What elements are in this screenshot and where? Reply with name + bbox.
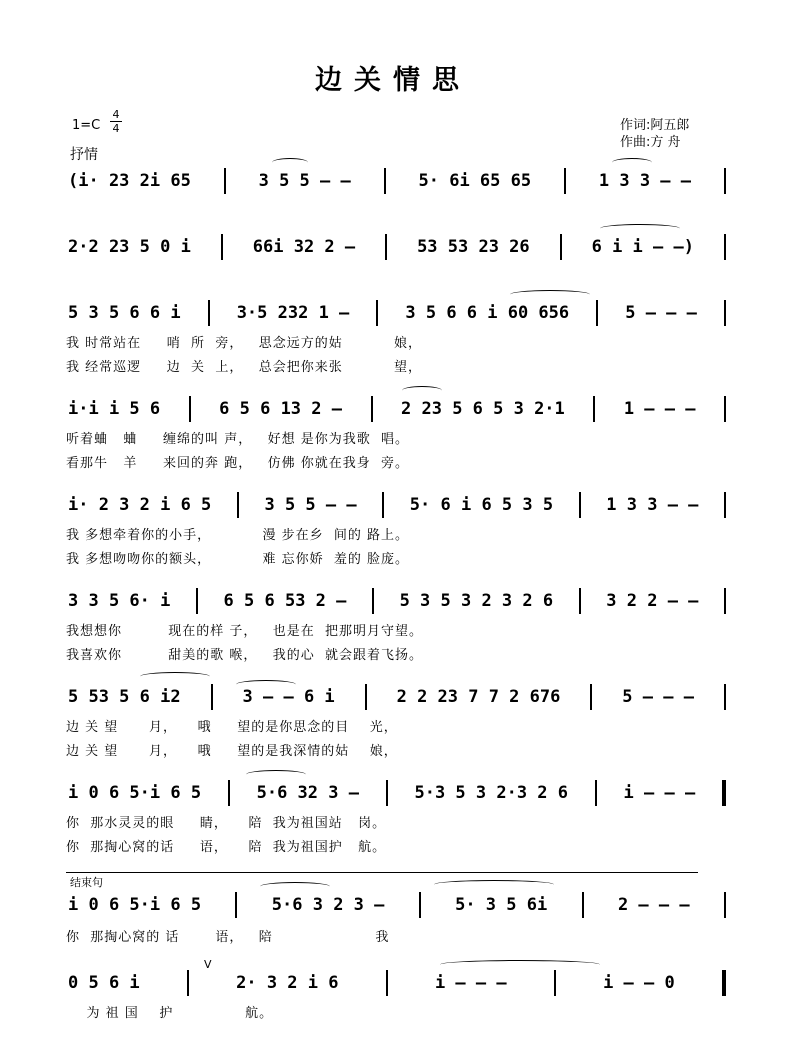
- barline: [582, 892, 584, 918]
- barline: [560, 234, 562, 260]
- measure: i – – –: [434, 973, 507, 993]
- measure: 5 53 5 6 i2: [68, 687, 181, 707]
- time-bottom: 4: [110, 121, 122, 135]
- measure: 0 5 6 i: [68, 973, 140, 993]
- barline: [385, 234, 387, 260]
- lyric-line: 听着蛐 蛐 缠绵的叫 声， 好想 是你为我歌 唱。: [66, 432, 409, 447]
- barline: [228, 780, 230, 806]
- time-top: 4: [112, 108, 120, 121]
- barline: [221, 234, 223, 260]
- barline: [237, 492, 239, 518]
- barline: [384, 168, 386, 194]
- measure: 1 3 3 – –: [598, 171, 692, 191]
- lyric-line: 为 祖 国 护 航。: [66, 1006, 274, 1021]
- measure: 3 5 6 6 i 60 656: [405, 303, 570, 323]
- measure: 2·2 23 5 0 i: [68, 237, 191, 257]
- slur: [246, 770, 306, 779]
- lyric-line: 你 那掏心窝的 话 语， 陪 我: [66, 930, 390, 945]
- barline: [235, 892, 237, 918]
- lyric-line: 边 关 望 月， 哦 望的是你思念的目 光，: [66, 720, 398, 735]
- measure: 2 – – –: [617, 895, 690, 915]
- barline: [724, 168, 726, 194]
- lyric-line: 我想想你 现在的样 子， 也是在 把那明月守望。: [66, 624, 423, 639]
- lyric-line: 你 那水灵灵的眼 睛， 陪 我为祖国站 岗。: [66, 816, 387, 831]
- lyricist-credit: 作词:阿五郎: [620, 118, 690, 133]
- barline: [554, 970, 556, 996]
- measure: 66i 32 2 –: [252, 237, 356, 257]
- slur: [140, 672, 210, 681]
- measure: 6 5 6 13 2 –: [219, 399, 342, 419]
- measure: i· 2 3 2 i 6 5: [68, 495, 212, 515]
- measure: 3 3 5 6· i: [68, 591, 171, 611]
- measure: 3 2 2 – –: [606, 591, 699, 611]
- measure: 2 23 5 6 5 3 2·1: [401, 399, 565, 419]
- barline: [208, 300, 210, 326]
- barline: [372, 588, 374, 614]
- composer-credit: 作曲:方 舟: [620, 135, 681, 150]
- measure: i 0 6 5·i 6 5: [68, 783, 202, 803]
- measure: 5 – – –: [622, 687, 694, 707]
- barline: [579, 492, 581, 518]
- slur: [236, 680, 296, 689]
- barline: [593, 396, 595, 422]
- measure: 3 – – 6 i: [242, 687, 335, 707]
- slur: [600, 224, 680, 233]
- barline: [595, 780, 597, 806]
- barline: [224, 168, 226, 194]
- slur: [510, 290, 590, 299]
- lyric-line: 你 那掏心窝的话 语， 陪 我为祖国护 航。: [66, 840, 387, 855]
- mood-marking: 抒情: [70, 147, 98, 163]
- slur: [260, 882, 330, 891]
- barline: [382, 492, 384, 518]
- barline: [724, 892, 726, 918]
- lyric-line: 我 多想牵着你的小手， 漫 步在乡 间的 路上。: [66, 528, 409, 543]
- measure: 2 2 23 7 7 2 676: [396, 687, 561, 707]
- measure: 5·6 32 3 –: [256, 783, 359, 803]
- barline: [196, 588, 198, 614]
- ending-divider: [66, 872, 698, 873]
- barline: [564, 168, 566, 194]
- measure: i 0 6 5·i 6 5: [68, 895, 202, 915]
- barline: [724, 300, 726, 326]
- measure: i – – –: [623, 783, 696, 803]
- slur: [402, 386, 442, 395]
- measure: 3·5 232 1 –: [236, 303, 350, 323]
- barline: [419, 892, 421, 918]
- lyric-line: 我 时常站在 哨 所 旁， 思念远方的姑 娘，: [66, 336, 423, 351]
- measure: 3 5 5 – –: [264, 495, 357, 515]
- measure: 53 53 23 26: [417, 237, 530, 257]
- lyric-line: 看那牛 羊 来回的奔 跑， 仿佛 你就在我身 旁。: [66, 456, 409, 471]
- barline: [386, 780, 388, 806]
- breath-mark: V: [204, 958, 212, 971]
- measure: 6 i i – –): [591, 237, 694, 257]
- measure: 5 – – –: [625, 303, 697, 323]
- barline: [724, 684, 726, 710]
- measure: i·i i 5 6: [68, 399, 161, 419]
- measure: 5 3 5 3 2 3 2 6: [399, 591, 554, 611]
- measure: 3 5 5 – –: [258, 171, 351, 191]
- measure: 5· 3 5 6i: [455, 895, 548, 915]
- time-signature: [110, 108, 122, 135]
- barline: [371, 396, 373, 422]
- slur: [440, 960, 600, 969]
- lyric-line: 我 经常巡逻 边 关 上， 总会把你来张 望，: [66, 360, 423, 375]
- barline: [724, 492, 726, 518]
- slur: [272, 158, 308, 167]
- measure: i – – 0: [603, 973, 675, 993]
- barline: [386, 970, 388, 996]
- barline: [187, 970, 189, 996]
- slur: [612, 158, 652, 167]
- barline: [211, 684, 213, 710]
- key-signature: [72, 118, 100, 133]
- final-barline: [722, 970, 726, 996]
- measure: 1 – – –: [623, 399, 696, 419]
- barline: [590, 684, 592, 710]
- slur: [434, 880, 554, 889]
- barline: [189, 396, 191, 422]
- song-title: 边关情思: [315, 65, 471, 96]
- measure: (i· 23 2i 65: [68, 171, 191, 191]
- barline: [376, 300, 378, 326]
- repeat-end-barline: [722, 780, 726, 806]
- barline: [724, 396, 726, 422]
- measure: 5 3 5 6 6 i: [68, 303, 181, 323]
- barline: [579, 588, 581, 614]
- measure: 5·3 5 3 2·3 2 6: [414, 783, 569, 803]
- measure: 5· 6 i 6 5 3 5: [409, 495, 554, 515]
- key-label: 1=C: [72, 118, 101, 133]
- measure: 1 3 3 – –: [606, 495, 699, 515]
- barline: [724, 234, 726, 260]
- measure: 2· 3 2 i 6: [236, 973, 339, 993]
- lyric-line: 边 关 望 月， 哦 望的是我深情的姑 娘，: [66, 744, 398, 759]
- measure: 6 5 6 53 2 –: [223, 591, 347, 611]
- lyric-line: 我 多想吻吻你的额头， 难 忘你娇 羞的 脸庞。: [66, 552, 409, 567]
- lyric-line: 我喜欢你 甜美的歌 喉， 我的心 就会跟着飞扬。: [66, 648, 423, 663]
- barline: [365, 684, 367, 710]
- measure: 5· 6i 65 65: [418, 171, 532, 191]
- barline: [724, 588, 726, 614]
- ending-label: 结束句: [70, 876, 103, 889]
- barline: [596, 300, 598, 326]
- measure: 5·6 3 2 3 –: [271, 895, 385, 915]
